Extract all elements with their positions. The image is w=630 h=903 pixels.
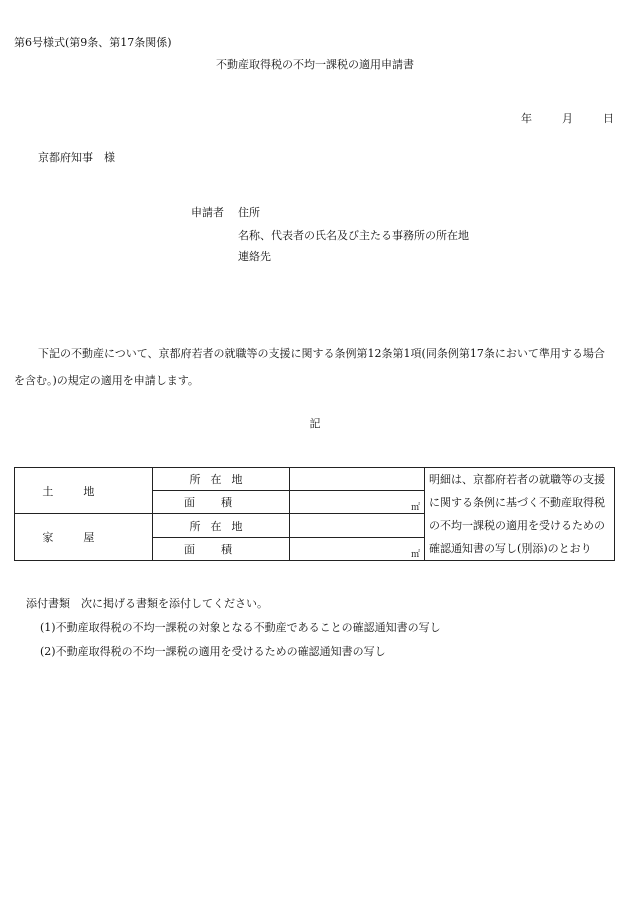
land-location-value[interactable]	[290, 468, 425, 491]
building-location-label: 所在地	[152, 514, 290, 538]
applicant-contact-label: 連絡先	[238, 250, 271, 263]
attachment-item-1: (1)不動産取得税の不均一課税の対象となる不動産であることの確認通知書の写し	[40, 621, 441, 634]
addressee: 京都府知事 様	[38, 151, 115, 164]
applicant-name-label: 名称、代表者の氏名及び主たる事務所の所在地	[238, 229, 469, 242]
record-mark: 記	[309, 417, 321, 430]
date-month-label: 月	[562, 112, 573, 125]
date-day-label: 日	[603, 112, 614, 125]
building-area-label: 面積	[152, 538, 290, 561]
applicant-label: 申請者	[191, 206, 224, 219]
building-location-value[interactable]	[290, 514, 425, 538]
property-table	[14, 467, 615, 561]
land-area-label: 面積	[152, 491, 290, 514]
table-note: 明細は、京都府若者の就職等の支援に関する条例に基づく不動産取得税の不均一課税の適用を受けるための確認通知書の写し(別添)のとおり	[425, 468, 615, 561]
table-row	[15, 468, 615, 491]
land-location-label: 所在地	[152, 468, 290, 491]
date-year-label: 年	[521, 112, 532, 125]
document-title: 不動産取得税の不均一課税の適用申請書	[216, 58, 414, 71]
attachments-heading: 添付書類 次に掲げる書類を添付してください。	[26, 597, 268, 610]
form-number: 第6号様式(第9条、第17条関係)	[14, 36, 172, 49]
category-building: 家屋	[15, 514, 153, 561]
area-unit: ㎡	[411, 503, 421, 513]
application-body-text: 下記の不動産について、京都府若者の就職等の支援に関する条例第12条第1項(同条例第17条において準用する場合を含む。)の規定の適用を申請します。	[14, 347, 605, 387]
building-area-value[interactable]	[290, 538, 425, 561]
attachment-item-2: (2)不動産取得税の不均一課税の適用を受けるための確認通知書の写し	[40, 645, 386, 658]
category-land: 土地	[15, 468, 153, 514]
area-unit: ㎡	[411, 550, 421, 560]
applicant-address-label: 住所	[238, 206, 260, 219]
land-area-value[interactable]	[290, 491, 425, 514]
date-line	[521, 112, 614, 126]
